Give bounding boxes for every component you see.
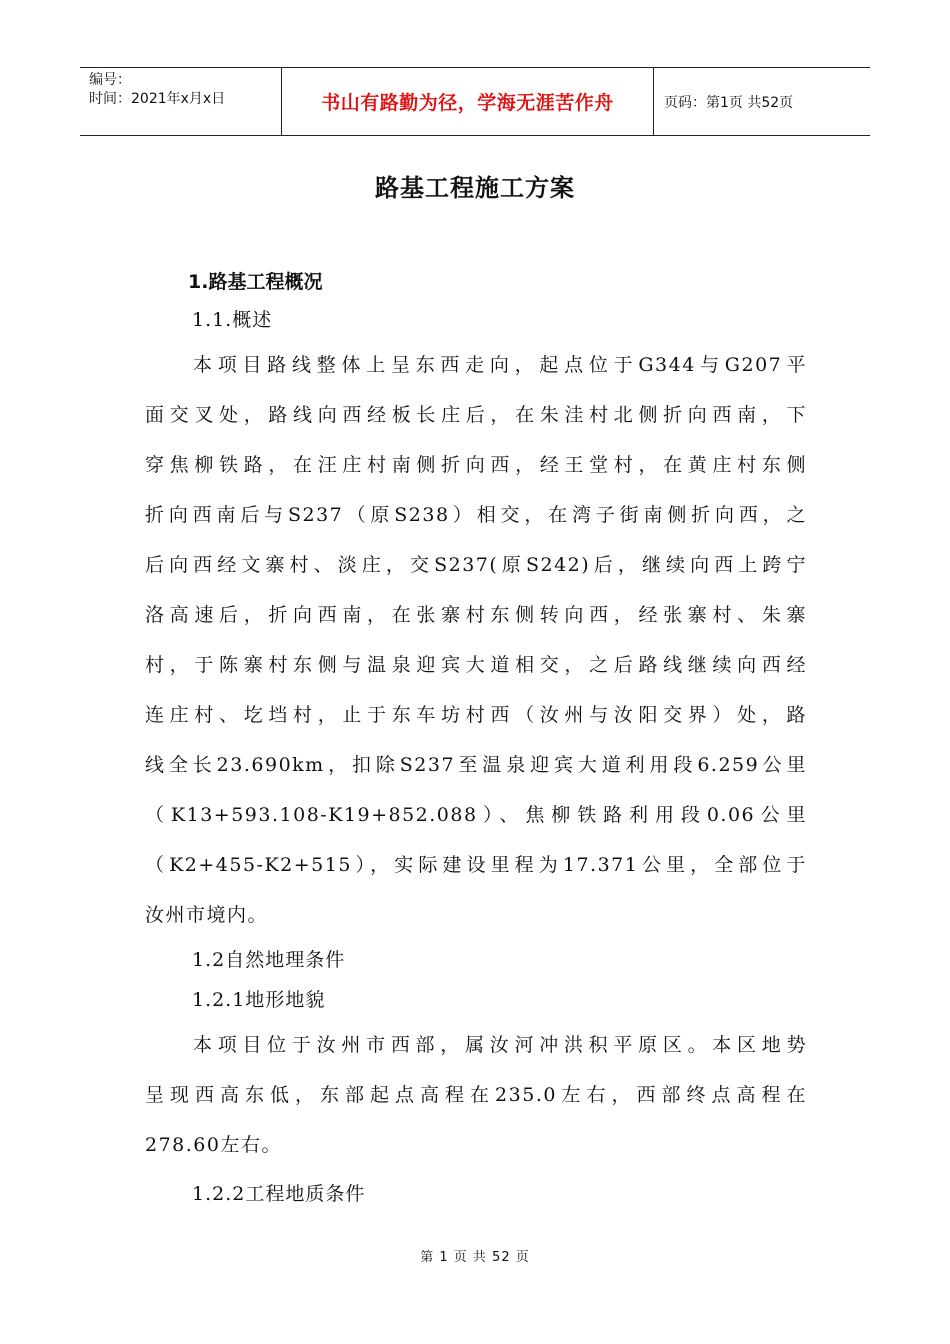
header-motto-cell bbox=[282, 68, 654, 135]
paragraph-line: 呈现西高东低，东部起点高程在235.0左右，西部终点高程在 bbox=[145, 1084, 807, 1106]
subsection-heading-1-2-1: 1.2.1地形地貌 bbox=[192, 989, 326, 1011]
header-page-info: 页码：第1页 共52页 bbox=[664, 94, 794, 111]
header-motto: 书山有路勤为径，学海无涯苦作舟 bbox=[321, 92, 614, 114]
subsection-heading-1-1: 1.1.概述 bbox=[192, 309, 273, 331]
paragraph-line: （K13+593.108-K19+852.088）、焦柳铁路利用段0.06公里 bbox=[145, 804, 807, 826]
paragraph-overview bbox=[145, 340, 807, 940]
paragraph-line: 穿焦柳铁路，在汪庄村南侧折向西，经王堂村，在黄庄村东侧 bbox=[145, 454, 807, 476]
paragraph-line: 后向西经文寨村、淡庄，交S237(原S242)后，继续向西上跨宁 bbox=[145, 554, 807, 576]
paragraph-line: 折向西南后与S237（原S238）相交，在湾子街南侧折向西，之 bbox=[145, 504, 807, 526]
paragraph-line: 278.60左右。 bbox=[145, 1134, 282, 1156]
paragraph-line: 面交叉处，路线向西经板长庄后，在朱洼村北侧折向西南，下 bbox=[145, 404, 807, 426]
paragraph-line: 连庄村、圪垱村，止于东车坊村西（汝州与汝阳交界）处，路 bbox=[145, 704, 807, 726]
section-heading-1: 1.路基工程概况 bbox=[188, 271, 323, 293]
header-meta-cell bbox=[80, 68, 282, 135]
document-number-label: 编号： bbox=[89, 72, 131, 88]
subsection-heading-1-2-2: 1.2.2工程地质条件 bbox=[192, 1183, 366, 1205]
paragraph-line: 本项目路线整体上呈东西走向，起点位于G344与G207平 bbox=[193, 354, 807, 376]
document-title: 路基工程施工方案 bbox=[375, 174, 575, 202]
paragraph-line: 洛高速后，折向西南，在张寨村东侧转向西，经张寨村、朱寨 bbox=[145, 604, 807, 626]
subsection-heading-1-2: 1.2自然地理条件 bbox=[192, 949, 346, 971]
document-date-label: 时间：2021年x月x日 bbox=[89, 91, 226, 107]
document-body bbox=[145, 264, 807, 1214]
header-page-cell bbox=[654, 68, 870, 135]
paragraph-line: （K2+455-K2+515），实际建设里程为17.371公里，全部位于 bbox=[145, 854, 807, 876]
paragraph-line: 村，于陈寨村东侧与温泉迎宾大道相交，之后路线继续向西经 bbox=[145, 654, 807, 676]
header-table bbox=[80, 67, 870, 136]
page-footer: 第 1 页 共 52 页 bbox=[420, 1250, 530, 1265]
paragraph-line: 汝州市境内。 bbox=[145, 904, 269, 926]
paragraph-terrain bbox=[145, 1020, 807, 1170]
paragraph-line: 线全长23.690km，扣除S237至温泉迎宾大道利用段6.259公里 bbox=[145, 754, 807, 776]
paragraph-line: 本项目位于汝州市西部，属汝河冲洪积平原区。本区地势 bbox=[193, 1034, 807, 1056]
